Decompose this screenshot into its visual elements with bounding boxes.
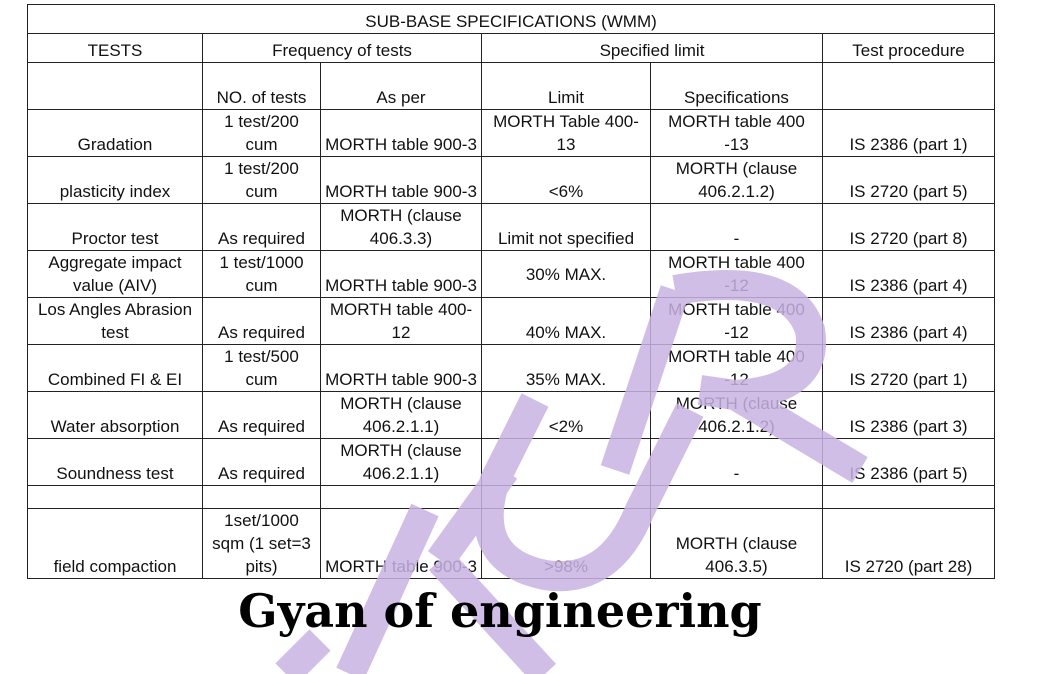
- table-title-row: [28, 5, 995, 34]
- cell-limit: MORTH Table 400-13: [482, 110, 651, 157]
- cell-limit: <2%: [482, 392, 651, 439]
- cell-frequency: 1 test/200 cum: [203, 110, 321, 157]
- empty-row: [28, 486, 995, 509]
- table-row: [28, 345, 995, 392]
- cell-procedure: IS 2720 (part 8): [823, 204, 995, 251]
- empty-cell: [651, 486, 823, 509]
- cell-limit: 40% MAX.: [482, 298, 651, 345]
- subheader-row: [28, 63, 995, 110]
- subheader-specifications: Specifications: [651, 63, 823, 110]
- cell-specification: MORTH (clause 406.3.5): [651, 509, 823, 579]
- empty-cell: [203, 486, 321, 509]
- cell-frequency: As required: [203, 204, 321, 251]
- cell-limit: >98%: [482, 509, 651, 579]
- cell-as-per: MORTH table 400-12: [321, 298, 482, 345]
- table-row: [28, 251, 995, 298]
- cell-limit: 35% MAX.: [482, 345, 651, 392]
- header-tests: TESTS: [28, 34, 203, 63]
- header-specified-limit: Specified limit: [482, 34, 823, 63]
- cell-frequency: 1 test/200 cum: [203, 157, 321, 204]
- cell-specification: MORTH (clause 406.2.1.2): [651, 157, 823, 204]
- cell-frequency: 1 test/500 cum: [203, 345, 321, 392]
- cell-frequency: 1set/1000 sqm (1 set=3 pits): [203, 509, 321, 579]
- empty-cell: [482, 486, 651, 509]
- cell-frequency: As required: [203, 439, 321, 486]
- cell-procedure: IS 2720 (part 5): [823, 157, 995, 204]
- table-row: [28, 204, 995, 251]
- subheader-blank-2: [823, 63, 995, 110]
- cell-specification: MORTH table 400 -12: [651, 345, 823, 392]
- header-row: [28, 34, 995, 63]
- subheader-as-per: As per: [321, 63, 482, 110]
- cell-frequency: 1 test/1000 cum: [203, 251, 321, 298]
- cell-test: Gradation: [28, 110, 203, 157]
- cell-specification: -: [651, 204, 823, 251]
- cell-test: plasticity index: [28, 157, 203, 204]
- cell-as-per: MORTH (clause 406.2.1.1): [321, 392, 482, 439]
- empty-cell: [321, 486, 482, 509]
- cell-specification: MORTH (clause 406.2.1.2): [651, 392, 823, 439]
- cell-as-per: MORTH (clause 406.3.3): [321, 204, 482, 251]
- cell-as-per: MORTH table 900-3: [321, 345, 482, 392]
- cell-procedure: IS 2386 (part 5): [823, 439, 995, 486]
- cell-test: Aggregate impact value (AIV): [28, 251, 203, 298]
- cell-specification: -: [651, 439, 823, 486]
- cell-as-per: MORTH table 900-3: [321, 509, 482, 579]
- cell-specification: MORTH table 400 -12: [651, 251, 823, 298]
- subheader-limit: Limit: [482, 63, 651, 110]
- cell-procedure: IS 2386 (part 1): [823, 110, 995, 157]
- cell-procedure: IS 2386 (part 4): [823, 251, 995, 298]
- table-row: [28, 509, 995, 579]
- cell-procedure: IS 2720 (part 1): [823, 345, 995, 392]
- cell-test: Los Angles Abrasion test: [28, 298, 203, 345]
- cell-limit: [482, 439, 651, 486]
- cell-test: field compaction: [28, 509, 203, 579]
- cell-specification: MORTH table 400 -12: [651, 298, 823, 345]
- cell-procedure: IS 2386 (part 3): [823, 392, 995, 439]
- cell-test: Combined FI & EI: [28, 345, 203, 392]
- cell-frequency: As required: [203, 298, 321, 345]
- cell-test: Soundness test: [28, 439, 203, 486]
- table-title: SUB-BASE SPECIFICATIONS (WMM): [28, 5, 995, 34]
- specifications-table: [27, 4, 995, 579]
- header-test-procedure: Test procedure: [823, 34, 995, 63]
- table-row: [28, 439, 995, 486]
- cell-test: Water absorption: [28, 392, 203, 439]
- cell-limit: Limit not specified: [482, 204, 651, 251]
- empty-cell: [823, 486, 995, 509]
- cell-specification: MORTH table 400 -13: [651, 110, 823, 157]
- cell-frequency: As required: [203, 392, 321, 439]
- table-row: [28, 110, 995, 157]
- cell-limit: 30% MAX.: [482, 251, 651, 298]
- header-frequency: Frequency of tests: [203, 34, 482, 63]
- table-row: [28, 157, 995, 204]
- footer-brand: Gyan of engineering: [238, 584, 762, 638]
- table-row: [28, 392, 995, 439]
- empty-cell: [28, 486, 203, 509]
- cell-test: Proctor test: [28, 204, 203, 251]
- cell-as-per: MORTH (clause 406.2.1.1): [321, 439, 482, 486]
- cell-procedure: IS 2720 (part 28): [823, 509, 995, 579]
- cell-limit: <6%: [482, 157, 651, 204]
- cell-as-per: MORTH table 900-3: [321, 110, 482, 157]
- table-row: [28, 298, 995, 345]
- subheader-no-of-tests: NO. of tests: [203, 63, 321, 110]
- watermark-letter-n: [286, 640, 320, 674]
- cell-as-per: MORTH table 900-3: [321, 157, 482, 204]
- subheader-blank: [28, 63, 203, 110]
- cell-procedure: IS 2386 (part 4): [823, 298, 995, 345]
- cell-as-per: MORTH table 900-3: [321, 251, 482, 298]
